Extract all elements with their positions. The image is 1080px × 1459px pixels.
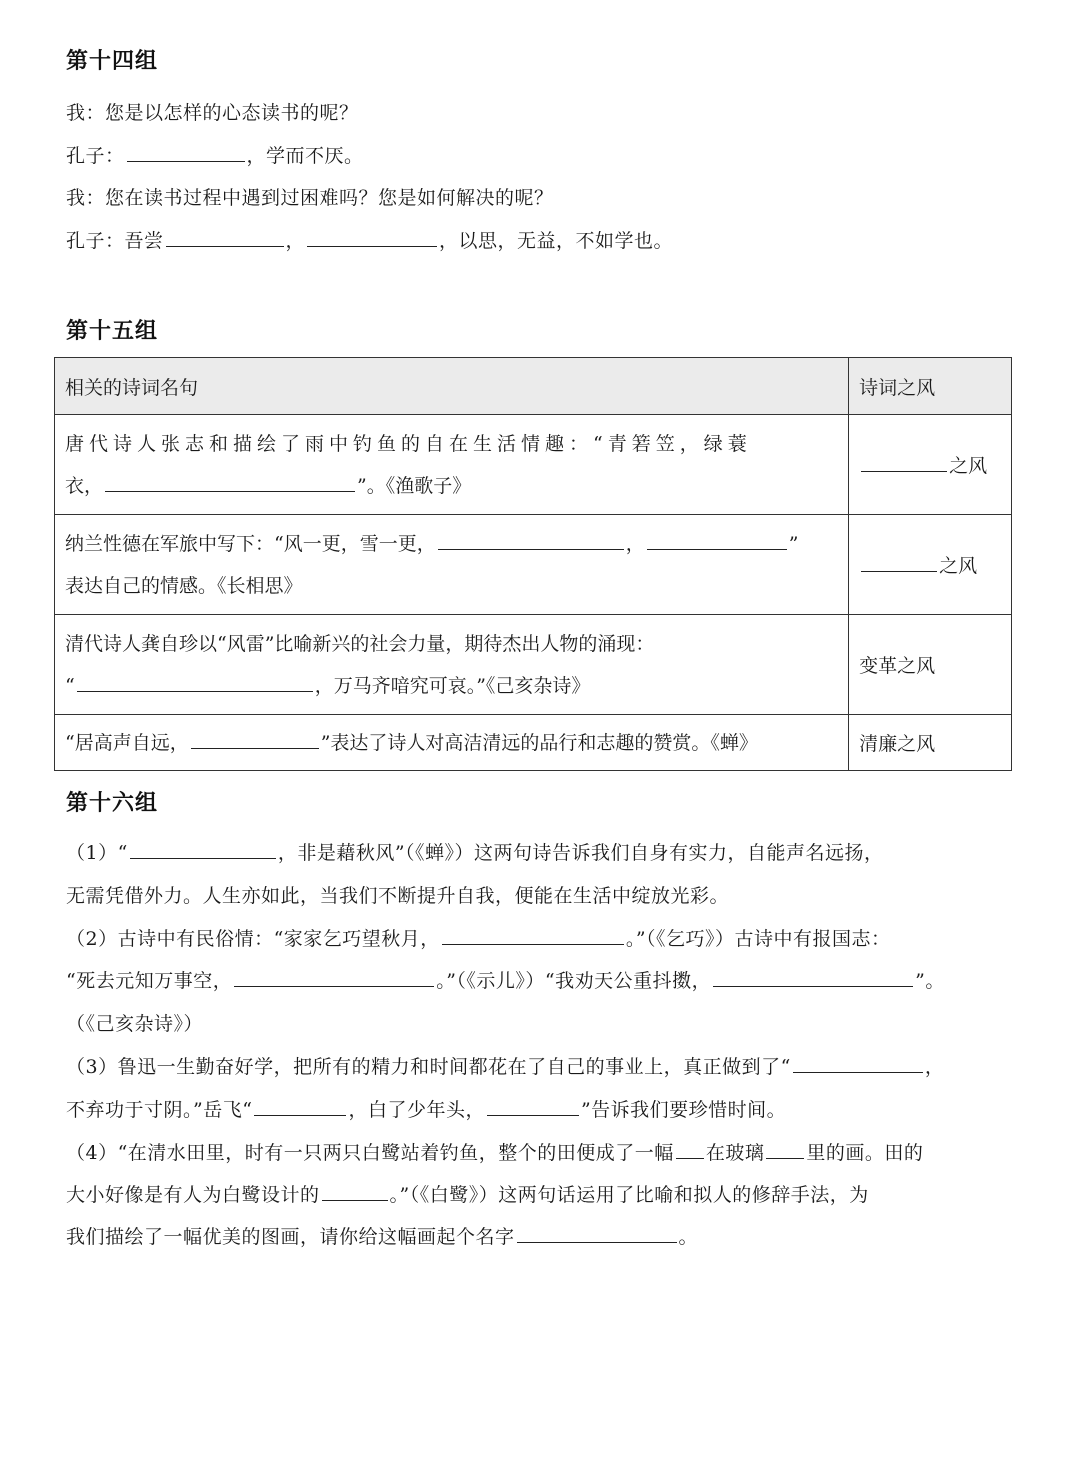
answer-blank[interactable] <box>234 985 434 987</box>
g14-line-3: 我：您在读书过程中遇到过困难吗？您是如何解决的呢？ <box>66 187 554 209</box>
answer-blank[interactable] <box>442 943 624 945</box>
table-row <box>55 715 1012 771</box>
g16-line: （1）“ ，非是藉秋风”（《蝉》）这两句诗告诉我们自身有实力，自能声名远扬， <box>66 842 884 864</box>
table-row <box>55 515 1012 615</box>
answer-blank[interactable] <box>322 1199 388 1201</box>
header-poem-wind: 诗词之风 <box>849 358 1012 415</box>
answer-blank[interactable] <box>307 245 437 247</box>
group-15-title: 第十五组 <box>66 319 159 344</box>
answer-blank[interactable] <box>127 160 245 162</box>
g16-line: “死去元知万事空， 。”（《示儿》）“我劝天公重抖擞， ”。 <box>66 970 945 992</box>
answer-blank[interactable] <box>438 548 624 550</box>
poem-cell: 清代诗人龚自珍以“风雷”比喻新兴的社会力量，期待杰出人物的涌现： “ ，万马齐喑究可哀。”《己亥杂诗》 <box>55 615 849 715</box>
table-row <box>55 415 1012 515</box>
g16-line: 我们描绘了一幅优美的图画，请你给这幅画起个名字 。 <box>66 1226 699 1248</box>
header-poem-lines: 相关的诗词名句 <box>55 358 849 415</box>
answer-blank[interactable] <box>676 1157 704 1159</box>
answer-blank[interactable] <box>647 548 787 550</box>
g16-line: （《己亥杂诗》） <box>66 1013 204 1035</box>
poem-cell: “居高声自远， ”表达了诗人对高洁清远的品行和志趣的赞赏。《蝉》 <box>55 715 849 771</box>
group-16-title: 第十六组 <box>66 791 159 816</box>
answer-blank[interactable] <box>166 245 284 247</box>
group-14-title: 第十四组 <box>66 49 159 74</box>
g14-line-4: 孔子：吾尝 ， ，以思，无益，不如学也。 <box>66 230 674 252</box>
wind-cell: 清廉之风 <box>849 715 1012 771</box>
answer-blank[interactable] <box>130 857 276 859</box>
g16-line: （4）“在清水田里，时有一只两只白鹭站着钓鱼，整个的田便成了一幅 在玻璃 里的画。田的 <box>66 1142 924 1164</box>
answer-blank[interactable] <box>861 570 937 572</box>
answer-blank[interactable] <box>105 490 355 492</box>
table-header-row <box>55 358 1012 415</box>
wind-cell: 变革之风 <box>849 615 1012 715</box>
table-row <box>55 615 1012 715</box>
g16-line: 大小好像是有人为白鹭设计的 。”（《白鹭》）这两句话运用了比喻和拟人的修辞手法，为 <box>66 1184 869 1206</box>
poem-cell: 纳兰性德在军旅中写下：“风一更，雪一更， ， ” 表达自己的情感。《长相思》 <box>55 515 849 615</box>
answer-blank[interactable] <box>517 1241 677 1243</box>
wind-cell: 之风 <box>849 415 1012 515</box>
g16-line: （2）古诗中有民俗情：“家家乞巧望秋月， 。”（《乞巧》）古诗中有报国志： <box>66 928 891 950</box>
answer-blank[interactable] <box>861 470 947 472</box>
g16-line: 不弃功于寸阴。”岳飞“ ，白了少年头， ”告诉我们要珍惜时间。 <box>66 1099 787 1121</box>
answer-blank[interactable] <box>487 1114 579 1116</box>
g16-line: （3）鲁迅一生勤奋好学，把所有的精力和时间都花在了自己的事业上，真正做到了“ ， <box>66 1056 945 1078</box>
answer-blank[interactable] <box>713 985 913 987</box>
g16-line: 无需凭借外力。人生亦如此，当我们不断提升自我，便能在生活中绽放光彩。 <box>66 885 730 907</box>
poem-table <box>54 357 1012 771</box>
answer-blank[interactable] <box>191 747 319 749</box>
answer-blank[interactable] <box>77 690 313 692</box>
answer-blank[interactable] <box>254 1114 346 1116</box>
answer-blank[interactable] <box>766 1157 804 1159</box>
g14-line-2: 孔子： ，学而不厌。 <box>66 145 364 167</box>
answer-blank[interactable] <box>793 1071 923 1073</box>
wind-cell: 之风 <box>849 515 1012 615</box>
g14-line-1: 我：您是以怎样的心态读书的呢？ <box>66 102 359 124</box>
poem-cell: 唐代诗人张志和描绘了雨中钓鱼的自在生活情趣：“青箬笠，绿蓑 衣， ”。《渔歌子》 <box>55 415 849 515</box>
